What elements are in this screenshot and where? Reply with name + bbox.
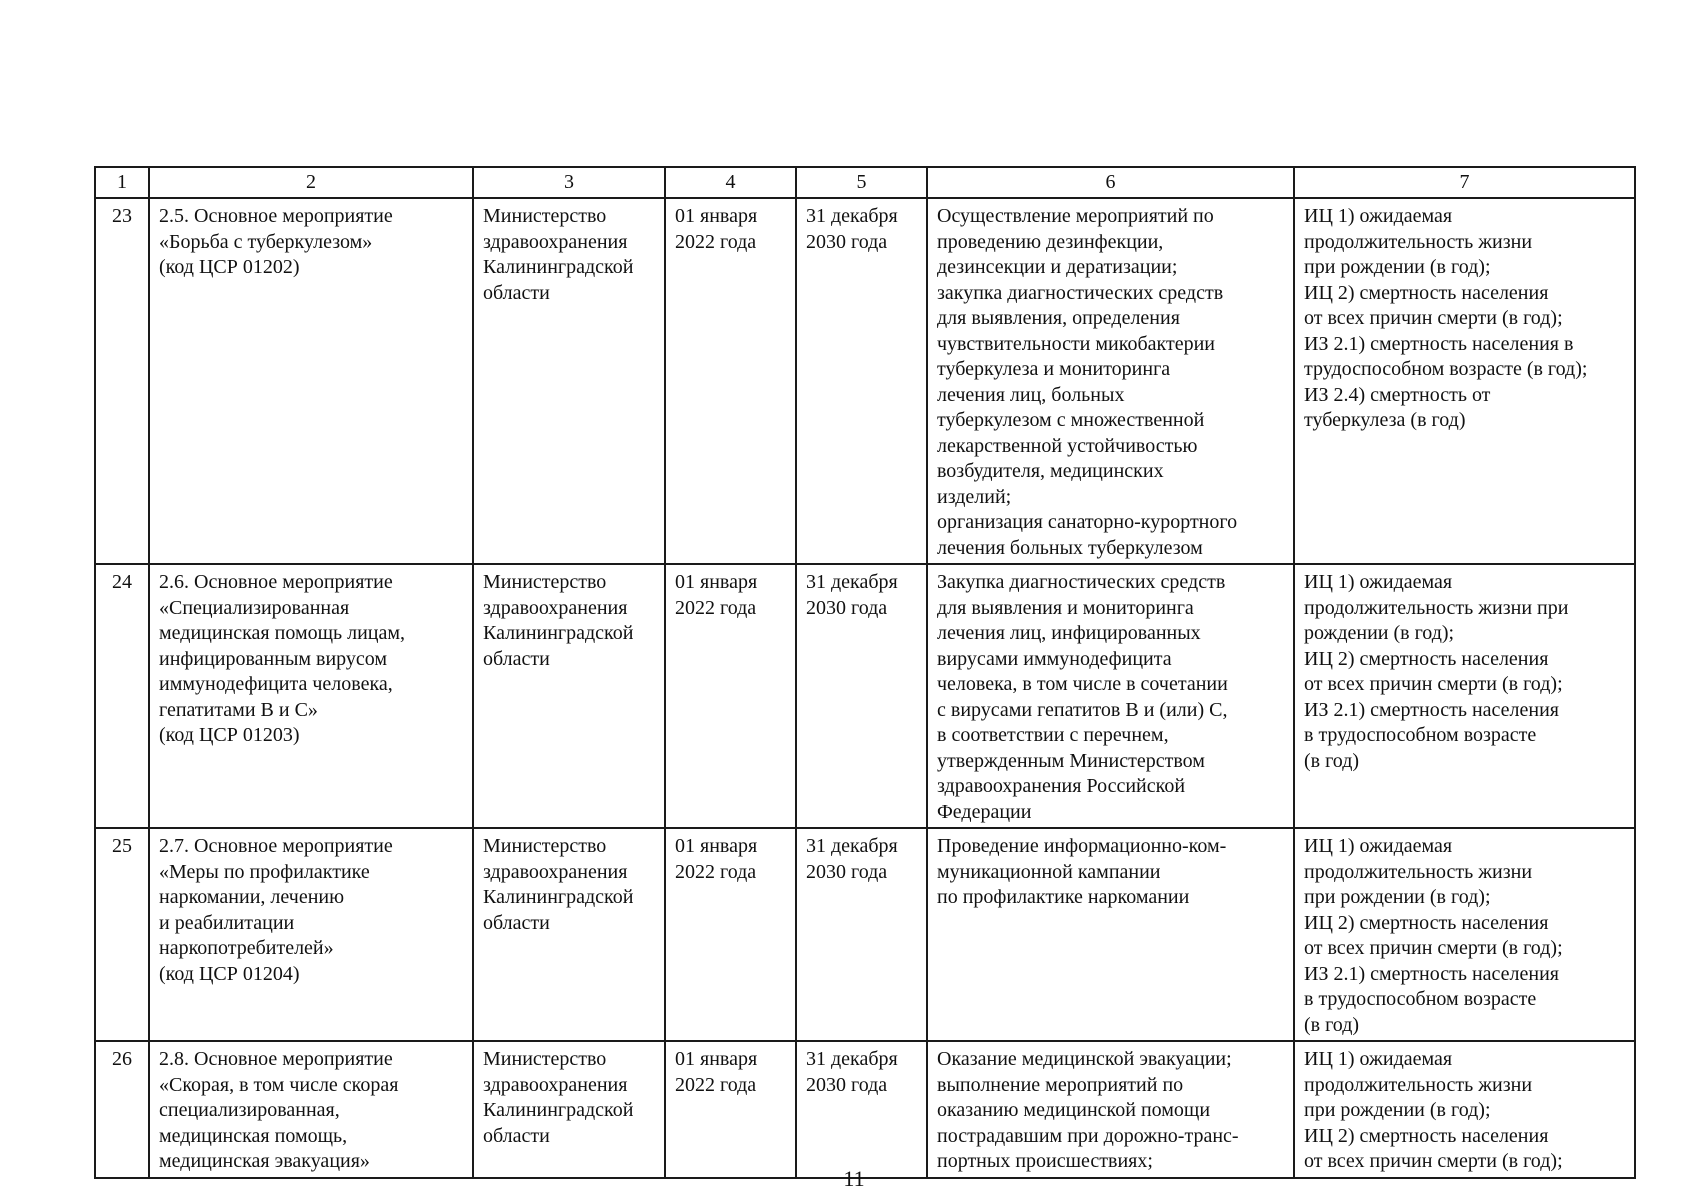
start-date-cell: 01 января 2022 года <box>665 828 796 1041</box>
column-header-3: 3 <box>473 167 665 198</box>
end-date-cell: 31 декабря 2030 года <box>796 564 927 828</box>
column-header-5: 5 <box>796 167 927 198</box>
table-row <box>95 1041 1635 1178</box>
row-number: 25 <box>95 828 149 1041</box>
event-name-cell: 2.6. Основное мероприятие «Специализированная медицинская помощь лицам, инфицированным вирусом иммунодефицита человека, гепатитами В и С» (код ЦСР 01203) <box>149 564 473 828</box>
end-date-cell: 31 декабря 2030 года <box>796 1041 927 1178</box>
row-number: 26 <box>95 1041 149 1178</box>
event-name-cell: 2.7. Основное мероприятие «Меры по профилактике наркомании, лечению и реабилитации наркопотребителей» (код ЦСР 01204) <box>149 828 473 1041</box>
row-number: 24 <box>95 564 149 828</box>
table-row <box>95 198 1635 564</box>
table-header <box>95 167 1635 198</box>
end-date-cell: 31 декабря 2030 года <box>796 198 927 564</box>
column-header-7: 7 <box>1294 167 1635 198</box>
start-date-cell: 01 января 2022 года <box>665 564 796 828</box>
start-date-cell: 01 января 2022 года <box>665 198 796 564</box>
table-row <box>95 564 1635 828</box>
executor-cell: Министерство здравоохранения Калининградской области <box>473 564 665 828</box>
column-header-6: 6 <box>927 167 1294 198</box>
table-row <box>95 828 1635 1041</box>
event-name-cell: 2.5. Основное мероприятие «Борьба с туберкулезом» (код ЦСР 01202) <box>149 198 473 564</box>
start-date-cell: 01 января 2022 года <box>665 1041 796 1178</box>
indicators-cell: ИЦ 1) ожидаемая продолжительность жизни при рождении (в год); ИЦ 2) смертность населения от всех причин смерти (в год); ИЗ 2.1) смертность населения в трудоспособном возрасте (в год); ИЗ 2.4) смертность от туберкулеза (в год) <box>1294 198 1635 564</box>
program-events-table <box>94 166 1636 1179</box>
end-date-cell: 31 декабря 2030 года <box>796 828 927 1041</box>
column-header-1: 1 <box>95 167 149 198</box>
row-number: 23 <box>95 198 149 564</box>
description-cell: Закупка диагностических средств для выявления и мониторинга лечения лиц, инфицированных вирусами иммунодефицита человека, в том числе в сочетании с вирусами гепатитов В и (или) С, в соответствии с перечнем, утвержденным Министерством здравоохранения Российской Федерации <box>927 564 1294 828</box>
indicators-cell: ИЦ 1) ожидаемая продолжительность жизни при рождении (в год); ИЦ 2) смертность населения от всех причин смерти (в год); ИЗ 2.1) смертность населения в трудоспособном возрасте (в год) <box>1294 828 1635 1041</box>
table-body <box>95 198 1635 1178</box>
indicators-cell: ИЦ 1) ожидаемая продолжительность жизни при рождении (в год); ИЦ 2) смертность населения от всех причин смерти (в год); ИЗ 2.1) смертность населения в трудоспособном возрасте (в год) <box>1294 564 1635 828</box>
page-number: 11 <box>843 1166 865 1191</box>
indicators-cell: ИЦ 1) ожидаемая продолжительность жизни при рождении (в год); ИЦ 2) смертность населения от всех причин смерти (в год); <box>1294 1041 1635 1178</box>
event-name-cell: 2.8. Основное мероприятие «Скорая, в том числе скорая специализированная, медицинская помощь, медицинская эвакуация» <box>149 1041 473 1178</box>
column-header-4: 4 <box>665 167 796 198</box>
description-cell: Проведение информационно-ком- муникационной кампании по профилактике наркомании <box>927 828 1294 1041</box>
header-row <box>95 167 1635 198</box>
description-cell: Осуществление мероприятий по проведению дезинфекции, дезинсекции и дератизации; закупка диагностических средств для выявления, определения чувствительности микобактерии туберкулеза и мониторинга лечения лиц, больных туберкулезом с множественной лекарственной устойчивостью возбудителя, медицинских изделий; организация санаторно-курортного лечения больных туберкулезом <box>927 198 1294 564</box>
executor-cell: Министерство здравоохранения Калининградской области <box>473 1041 665 1178</box>
executor-cell: Министерство здравоохранения Калининградской области <box>473 828 665 1041</box>
column-header-2: 2 <box>149 167 473 198</box>
executor-cell: Министерство здравоохранения Калининградской области <box>473 198 665 564</box>
description-cell: Оказание медицинской эвакуации; выполнение мероприятий по оказанию медицинской помощи пострадавшим при дорожно-транс- портных происшествиях; <box>927 1041 1294 1178</box>
